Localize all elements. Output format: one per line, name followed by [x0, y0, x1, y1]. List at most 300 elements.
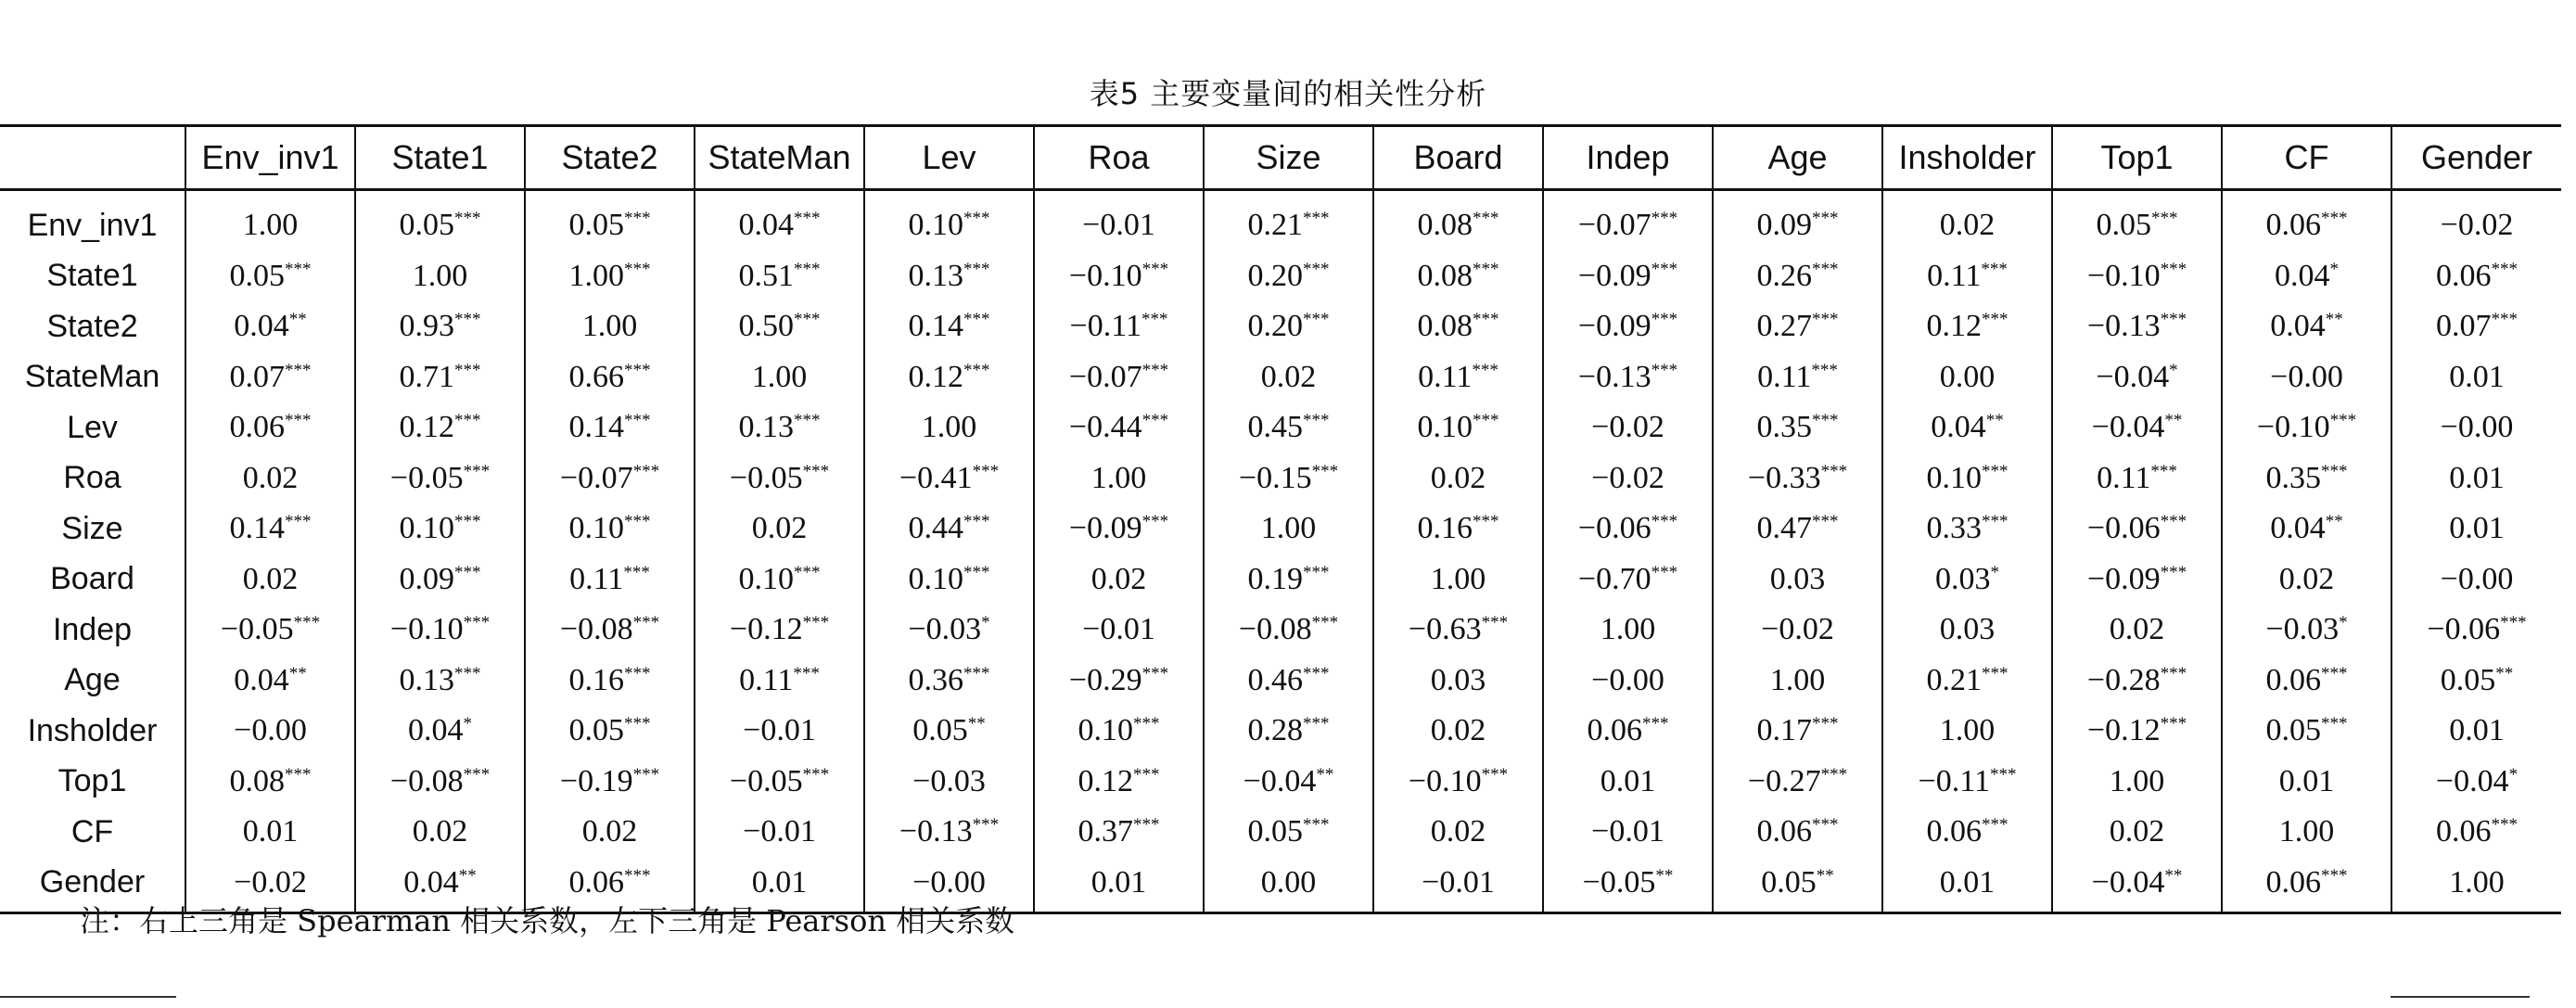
table-row [0, 605, 2561, 656]
coefficient-value: 0.06 [1926, 814, 1982, 849]
significance-stars: *** [2321, 663, 2348, 683]
coefficient-value: −0.10 [1408, 763, 1482, 798]
coefficient-value: −0.04 [2096, 359, 2170, 394]
correlation-cell [1713, 301, 1882, 352]
correlation-cell [1204, 402, 1373, 453]
significance-stars: *** [2150, 461, 2177, 481]
significance-stars: ** [1316, 764, 1334, 785]
correlation-cell [695, 504, 864, 555]
correlation-cell [1034, 555, 1204, 606]
coefficient-value: −0.41 [899, 460, 973, 495]
correlation-cell [1882, 402, 2052, 453]
significance-stars: *** [963, 663, 990, 683]
correlation-cell [185, 301, 355, 352]
coefficient-value: 0.08 [1417, 309, 1473, 344]
correlation-table [0, 124, 2561, 914]
coefficient-value: 0.11 [569, 561, 624, 596]
correlation-cell [2222, 251, 2391, 302]
significance-stars: *** [1311, 461, 1339, 481]
significance-stars: *** [624, 714, 651, 734]
correlation-cell [1882, 858, 2052, 913]
coefficient-value: 0.12 [1078, 763, 1133, 798]
correlation-cell [1204, 706, 1373, 757]
correlation-cell [864, 757, 1034, 808]
coefficient-value: 0.05 [912, 713, 968, 748]
significance-stars: *** [624, 209, 651, 229]
significance-stars: *** [2160, 259, 2187, 279]
coefficient-value: 0.47 [1756, 511, 1812, 546]
correlation-cell [2391, 706, 2561, 757]
significance-stars: *** [1812, 259, 1839, 279]
coefficient-value: −0.01 [1591, 814, 1664, 849]
significance-stars: * [2339, 613, 2348, 633]
coefficient-value: 0.10 [908, 561, 963, 596]
correlation-cell [355, 352, 525, 403]
significance-stars: *** [802, 764, 830, 785]
correlation-cell [2222, 190, 2391, 251]
significance-stars: *** [1303, 411, 1330, 431]
correlation-cell [2222, 656, 2391, 707]
correlation-cell [1373, 656, 1543, 707]
correlation-cell [1373, 504, 1543, 555]
correlation-cell [1373, 453, 1543, 504]
coefficient-value: −0.01 [743, 713, 816, 748]
correlation-cell [2052, 656, 2222, 707]
correlation-cell [2052, 402, 2222, 453]
correlation-cell [2052, 807, 2222, 858]
correlation-cell [2052, 757, 2222, 808]
coefficient-value: 0.05 [399, 208, 454, 243]
significance-stars: *** [624, 865, 651, 886]
coefficient-value: 0.01 [2278, 763, 2335, 798]
correlation-cell [1204, 656, 1373, 707]
coefficient-value: 0.10 [1078, 713, 1133, 748]
column-header: Env_inv1 [185, 126, 355, 190]
coefficient-value: −0.07 [559, 460, 633, 495]
column-header: State1 [355, 126, 525, 190]
significance-stars: *** [963, 562, 990, 582]
coefficient-value: −0.05 [220, 612, 294, 647]
correlation-cell [864, 190, 1034, 251]
significance-stars: * [981, 613, 990, 633]
coefficient-value: 0.00 [1260, 864, 1317, 900]
significance-stars: *** [794, 411, 821, 431]
significance-stars: *** [1141, 360, 1169, 380]
significance-stars: *** [1141, 663, 1169, 683]
significance-stars: *** [2160, 310, 2187, 330]
significance-stars: *** [1133, 764, 1160, 785]
table-row [0, 352, 2561, 403]
row-label: Age [64, 662, 121, 698]
significance-stars: *** [2160, 714, 2187, 734]
coefficient-value: 0.93 [399, 309, 454, 344]
edge-mark-left [0, 996, 176, 998]
significance-stars: *** [1982, 512, 2009, 532]
correlation-cell [1543, 453, 1713, 504]
coefficient-value: 0.06 [2436, 258, 2492, 293]
coefficient-value: 0.10 [568, 511, 624, 546]
correlation-cell [185, 504, 355, 555]
coefficient-value: 0.10 [1417, 410, 1473, 445]
coefficient-value: −0.06 [2427, 612, 2501, 647]
significance-stars: *** [624, 259, 651, 279]
correlation-cell [1034, 706, 1204, 757]
significance-stars: *** [1651, 310, 1678, 330]
significance-stars: ** [967, 714, 986, 734]
significance-stars: ** [288, 663, 307, 683]
coefficient-value: −0.00 [2270, 359, 2343, 394]
coefficient-value: 0.04 [2270, 511, 2326, 546]
correlation-cell [1713, 757, 1882, 808]
significance-stars: *** [463, 764, 491, 785]
coefficient-value: 0.20 [1247, 258, 1303, 293]
correlation-cell [185, 757, 355, 808]
coefficient-value: 0.13 [738, 410, 794, 445]
correlation-cell [1713, 402, 1882, 453]
correlation-cell [1882, 656, 2052, 707]
correlation-cell [355, 757, 525, 808]
coefficient-value: 0.02 [242, 460, 299, 495]
column-header: Top1 [2052, 126, 2222, 190]
significance-stars: *** [794, 209, 821, 229]
row-label: State2 [46, 308, 138, 344]
coefficient-value: 0.01 [2449, 359, 2505, 394]
correlation-cell [2222, 605, 2391, 656]
table-row [0, 301, 2561, 352]
correlation-cell [1034, 453, 1204, 504]
significance-stars: * [2508, 764, 2519, 785]
coefficient-value: 0.05 [1761, 864, 1817, 900]
significance-stars: *** [454, 360, 481, 380]
coefficient-value: −0.10 [2086, 258, 2161, 293]
correlation-cell [864, 706, 1034, 757]
significance-stars: *** [1812, 411, 1839, 431]
significance-stars: *** [2491, 815, 2518, 836]
significance-stars: *** [1311, 613, 1339, 633]
coefficient-value: 0.05 [2096, 208, 2151, 243]
correlation-cell [1713, 706, 1882, 757]
coefficient-value: 0.17 [1756, 713, 1812, 748]
coefficient-value: 0.10 [738, 561, 794, 596]
coefficient-value: 0.06 [568, 864, 624, 900]
significance-stars: *** [1651, 562, 1678, 582]
coefficient-value: −0.15 [1238, 460, 1312, 495]
correlation-cell [2391, 190, 2561, 251]
correlation-cell [355, 251, 525, 302]
correlation-cell [2222, 453, 2391, 504]
correlation-cell [1882, 757, 2052, 808]
significance-stars: *** [1303, 815, 1330, 836]
correlation-cell [2052, 251, 2222, 302]
correlation-cell [1713, 504, 1882, 555]
correlation-cell [2391, 453, 2561, 504]
correlation-cell [1204, 757, 1373, 808]
coefficient-value: 1.00 [412, 258, 468, 293]
coefficient-value: −0.09 [1068, 511, 1142, 546]
correlation-cell [355, 605, 525, 656]
coefficient-value: 0.36 [908, 662, 963, 697]
correlation-cell [695, 757, 864, 808]
significance-stars: *** [794, 562, 821, 582]
correlation-cell [1543, 251, 1713, 302]
significance-stars: *** [1820, 461, 1848, 481]
significance-stars: *** [632, 613, 660, 633]
correlation-cell [695, 555, 864, 606]
significance-stars: *** [293, 613, 321, 633]
correlation-cell [1373, 757, 1543, 808]
table-row [0, 555, 2561, 606]
coefficient-value: −0.08 [559, 612, 633, 647]
coefficient-value: 0.05 [2265, 713, 2321, 748]
coefficient-value: 0.35 [2265, 460, 2321, 495]
correlation-cell [1204, 251, 1373, 302]
correlation-cell [1713, 858, 1882, 913]
significance-stars: *** [1982, 663, 2009, 683]
significance-stars: *** [1473, 209, 1499, 229]
coefficient-value: 0.00 [1939, 359, 1996, 394]
significance-stars: *** [1812, 714, 1839, 734]
coefficient-value: 0.01 [2449, 511, 2505, 546]
column-header: Roa [1034, 126, 1204, 190]
coefficient-value: 0.14 [229, 511, 285, 546]
significance-stars: *** [1651, 512, 1678, 532]
coefficient-value: 0.50 [738, 309, 794, 344]
row-label: Top1 [57, 763, 127, 799]
coefficient-value: 0.02 [1430, 713, 1486, 748]
coefficient-value: −0.03 [908, 612, 982, 647]
significance-stars: *** [1982, 815, 2009, 836]
correlation-cell [525, 352, 695, 403]
coefficient-value: 1.00 [2449, 864, 2505, 900]
correlation-cell [2052, 453, 2222, 504]
coefficient-value: −0.00 [912, 864, 986, 900]
significance-stars: *** [1303, 562, 1330, 582]
coefficient-value: −0.09 [1577, 309, 1651, 344]
coefficient-value: 0.03 [1430, 662, 1486, 697]
row-label: State1 [46, 258, 138, 294]
coefficient-value: 0.19 [1247, 561, 1303, 596]
significance-stars: ** [288, 310, 307, 330]
significance-stars: *** [2160, 663, 2187, 683]
coefficient-value: 1.00 [2278, 814, 2335, 849]
row-label: Gender [0, 858, 185, 913]
coefficient-value: −0.12 [729, 612, 803, 647]
coefficient-value: 1.00 [1939, 713, 1996, 748]
coefficient-value: 0.09 [1756, 208, 1812, 243]
significance-stars: *** [454, 411, 481, 431]
significance-stars: *** [2491, 310, 2518, 330]
table-caption: 表5 主要变量间的相关性分析 [1089, 76, 1487, 111]
correlation-cell [2052, 555, 2222, 606]
significance-stars: *** [794, 259, 821, 279]
coefficient-value: −0.01 [1422, 864, 1495, 900]
correlation-cell [1204, 807, 1373, 858]
significance-stars: *** [454, 512, 481, 532]
significance-stars: *** [1133, 714, 1160, 734]
significance-stars: *** [1473, 259, 1499, 279]
significance-stars: *** [632, 461, 660, 481]
significance-stars: *** [1303, 663, 1330, 683]
significance-stars: *** [454, 209, 481, 229]
coefficient-value: −0.00 [2440, 561, 2514, 596]
significance-stars: *** [624, 360, 651, 380]
significance-stars: *** [1473, 310, 1499, 330]
coefficient-value: −0.00 [2440, 410, 2514, 445]
correlation-cell [2391, 352, 2561, 403]
correlation-cell [2391, 301, 2561, 352]
correlation-cell [185, 190, 355, 251]
column-header: Lev [864, 126, 1034, 190]
significance-stars: ** [2325, 512, 2343, 532]
significance-stars: *** [794, 310, 821, 330]
coefficient-value: 0.04 [403, 864, 459, 900]
significance-stars: *** [1473, 411, 1499, 431]
coefficient-value: 0.44 [908, 511, 963, 546]
coefficient-value: −0.13 [2086, 309, 2161, 344]
correlation-cell [355, 807, 525, 858]
coefficient-value: −0.19 [559, 763, 633, 798]
coefficient-value: 1.00 [581, 309, 638, 344]
correlation-cell [525, 453, 695, 504]
correlation-cell [2222, 807, 2391, 858]
coefficient-value: −0.07 [1577, 208, 1651, 243]
coefficient-value: 0.33 [1926, 511, 1982, 546]
correlation-cell [2052, 706, 2222, 757]
correlation-cell [1543, 605, 1713, 656]
significance-stars: ** [2325, 310, 2343, 330]
significance-stars: *** [624, 663, 651, 683]
correlation-cell [1882, 504, 2052, 555]
coefficient-value: 0.01 [751, 864, 808, 900]
coefficient-value: 0.05 [1247, 814, 1303, 849]
correlation-cell [1882, 807, 2052, 858]
coefficient-value: 0.03 [1935, 561, 1991, 596]
coefficient-value: 0.07 [2436, 309, 2492, 344]
correlation-cell [864, 402, 1034, 453]
correlation-cell [2391, 504, 2561, 555]
coefficient-value: 1.00 [1430, 561, 1486, 596]
significance-stars: *** [1651, 360, 1678, 380]
coefficient-value: 0.46 [1247, 662, 1303, 697]
correlation-cell [355, 656, 525, 707]
significance-stars: ** [2495, 663, 2514, 683]
correlation-cell [1543, 402, 1713, 453]
coefficient-value: 0.04 [408, 713, 464, 748]
coefficient-value: 0.14 [908, 309, 963, 344]
correlation-cell [2222, 504, 2391, 555]
correlation-cell [1882, 190, 2052, 251]
correlation-cell [695, 301, 864, 352]
coefficient-value: 0.06 [1756, 814, 1812, 849]
coefficient-value: 0.06 [229, 410, 285, 445]
coefficient-value: −0.11 [1918, 763, 1990, 798]
coefficient-value: −0.70 [1577, 561, 1651, 596]
column-header: State2 [525, 126, 695, 190]
significance-stars: *** [1812, 209, 1839, 229]
coefficient-value: −0.02 [1591, 410, 1664, 445]
correlation-cell [864, 605, 1034, 656]
coefficient-value: 0.16 [1417, 511, 1473, 546]
correlation-cell [864, 807, 1034, 858]
coefficient-value: 0.04 [738, 208, 794, 243]
coefficient-value: −0.04 [2435, 763, 2509, 798]
correlation-cell [1543, 807, 1713, 858]
correlation-cell [185, 352, 355, 403]
row-label: Lev [67, 409, 118, 445]
coefficient-value: −0.02 [234, 864, 307, 900]
coefficient-value: 0.02 [1430, 814, 1486, 849]
correlation-cell [1713, 190, 1882, 251]
significance-stars: *** [2491, 259, 2518, 279]
column-header: Insholder [1882, 126, 2052, 190]
correlation-cell [1034, 504, 1204, 555]
correlation-cell [864, 656, 1034, 707]
significance-stars: *** [1812, 310, 1839, 330]
coefficient-value: 0.02 [2109, 612, 2165, 647]
correlation-cell [1713, 453, 1882, 504]
coefficient-value: 0.04 [2270, 309, 2326, 344]
coefficient-value: 0.13 [399, 662, 454, 697]
column-header: Size [1204, 126, 1373, 190]
coefficient-value: −0.12 [2086, 713, 2161, 748]
significance-stars: *** [1472, 360, 1498, 380]
correlation-cell [1543, 504, 1713, 555]
significance-stars: *** [793, 663, 820, 683]
coefficient-value: 0.05 [568, 208, 624, 243]
correlation-cell [695, 656, 864, 707]
correlation-cell [355, 706, 525, 757]
coefficient-value: 0.66 [568, 359, 624, 394]
significance-stars: *** [285, 411, 312, 431]
correlation-cell [2222, 757, 2391, 808]
correlation-cell [1034, 402, 1204, 453]
correlation-cell [864, 555, 1034, 606]
correlation-cell [1882, 555, 2052, 606]
correlation-cell [525, 555, 695, 606]
significance-stars: *** [1481, 613, 1509, 633]
coefficient-value: −0.05 [729, 763, 803, 798]
correlation-cell [864, 251, 1034, 302]
significance-stars: *** [1303, 714, 1330, 734]
coefficient-value: 0.03 [1769, 561, 1826, 596]
coefficient-value: −0.29 [1068, 662, 1142, 697]
coefficient-value: 0.10 [1926, 460, 1982, 495]
significance-stars: *** [1812, 512, 1839, 532]
correlation-cell [1882, 352, 2052, 403]
coefficient-value: 0.35 [1756, 410, 1812, 445]
row-label: StateMan [24, 359, 160, 395]
coefficient-value: 0.27 [1756, 309, 1812, 344]
correlation-cell [1204, 453, 1373, 504]
coefficient-value: 1.00 [2109, 763, 2165, 798]
coefficient-value: −0.28 [2086, 662, 2161, 697]
correlation-cell [864, 453, 1034, 504]
correlation-cell [185, 555, 355, 606]
correlation-cell [695, 706, 864, 757]
coefficient-value: 0.45 [1247, 410, 1303, 445]
coefficient-value: −0.11 [1069, 309, 1141, 344]
significance-stars: *** [1811, 360, 1838, 380]
significance-stars: *** [1812, 815, 1839, 836]
coefficient-value: 1.00 [751, 359, 808, 394]
correlation-cell [1034, 757, 1204, 808]
correlation-cell [1882, 706, 2052, 757]
coefficient-value: 0.12 [1926, 309, 1982, 344]
correlation-cell [355, 301, 525, 352]
coefficient-value: 0.01 [1600, 763, 1656, 798]
significance-stars: ** [1985, 411, 2004, 431]
significance-stars: *** [463, 461, 491, 481]
